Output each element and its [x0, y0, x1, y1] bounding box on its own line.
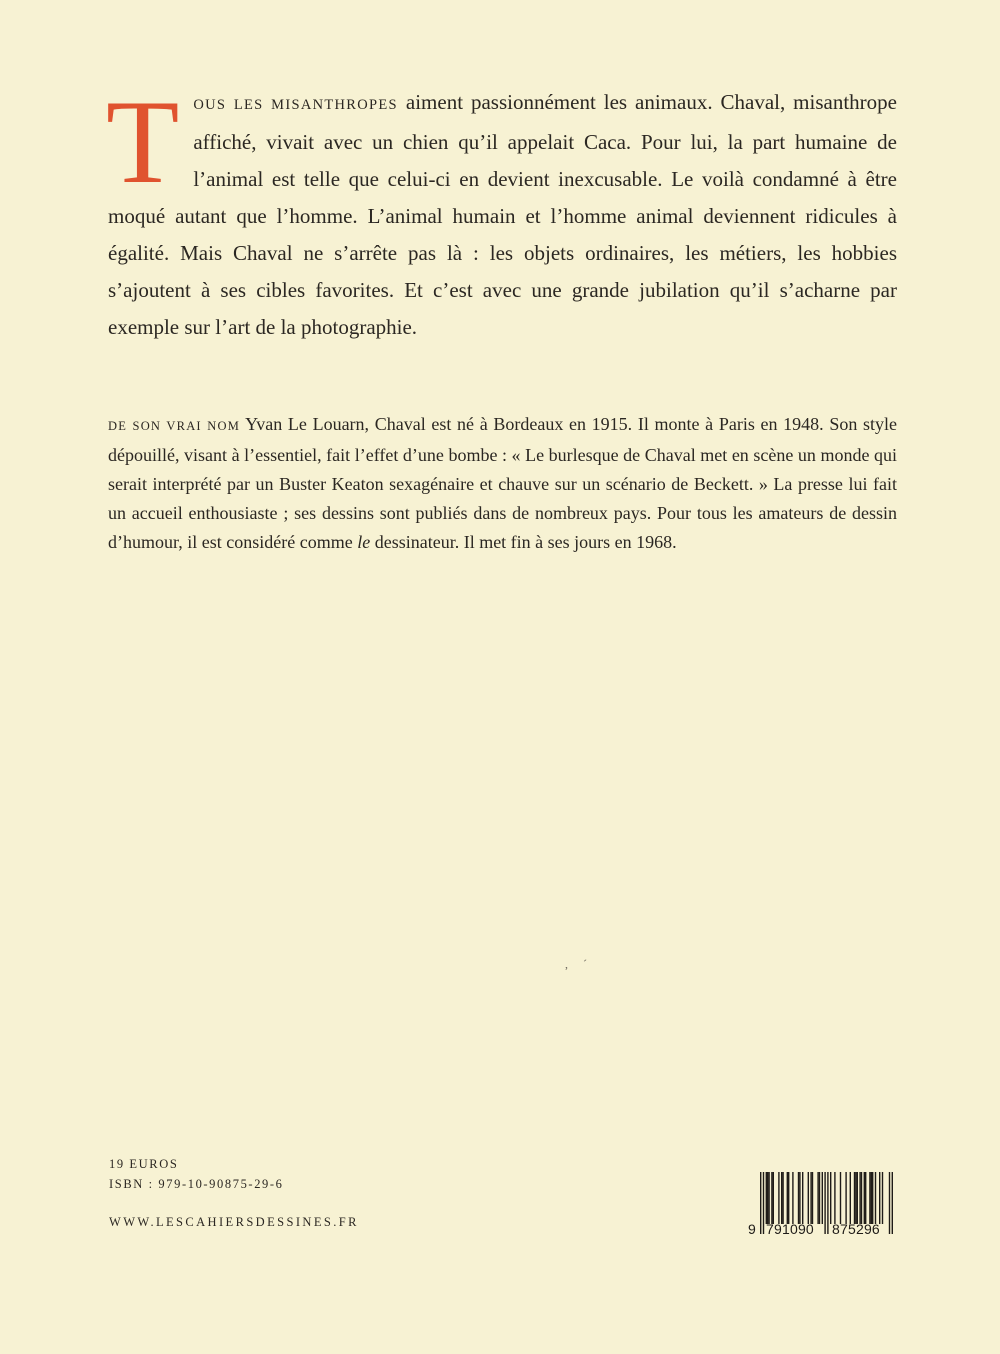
barcode-bar: [767, 1172, 768, 1224]
barcode-bar: [773, 1172, 774, 1224]
barcode-bar: [854, 1172, 855, 1224]
barcode-bar: [788, 1172, 789, 1224]
barcode-bar: [778, 1172, 779, 1224]
barcode-bar: [792, 1172, 793, 1224]
barcode-bar: [864, 1172, 865, 1224]
website-url: WWW.LESCAHIERSDESSINES.FR: [109, 1215, 359, 1229]
barcode-bar: [857, 1172, 858, 1224]
barcode-bar: [819, 1172, 820, 1224]
barcode-bar: [865, 1172, 866, 1224]
barcode-bar: [781, 1172, 782, 1224]
barcode-bar: [855, 1172, 856, 1224]
barcode-bar: [808, 1172, 809, 1224]
barcode-bar: [850, 1172, 851, 1224]
barcode-bar: [760, 1172, 761, 1234]
intro-paragraph: [106, 75, 897, 346]
barcode-bar: [875, 1172, 876, 1224]
stray-marks: , ´: [565, 957, 593, 971]
barcode-bar: [822, 1172, 823, 1224]
barcode-bar: [879, 1172, 880, 1224]
barcode-bar: [810, 1172, 811, 1224]
isbn-label: ISBN : 979-10-90875-29-6: [109, 1177, 284, 1191]
barcode-bar: [869, 1172, 870, 1224]
barcode-bar: [861, 1172, 862, 1224]
intro-lead-in: OUS LES MISANTHROPES: [193, 97, 398, 113]
barcode-bar: [824, 1172, 825, 1234]
barcode-bar: [871, 1172, 872, 1224]
barcode-bar: [872, 1172, 873, 1224]
barcode-bar: [812, 1172, 813, 1224]
barcode-bar: [840, 1172, 841, 1224]
barcode-bar: [859, 1172, 860, 1224]
barcode-bar: [830, 1172, 831, 1224]
barcode-bar: [889, 1172, 890, 1234]
barcode-bar: [834, 1172, 835, 1224]
drop-cap: T: [106, 75, 180, 208]
barcode-left-group: 791090: [766, 1221, 814, 1237]
barcode-bar: [882, 1172, 883, 1224]
biography-paragraph: [108, 410, 897, 557]
barcode-bar: [787, 1172, 788, 1224]
bio-lead-in: DE SON VRAI NOM: [108, 419, 241, 433]
barcode-right-group: 875296: [832, 1221, 880, 1237]
barcode-bar: [817, 1172, 818, 1224]
bio-text-before: Yvan Le Louarn, Chaval est né à Bordeaux en 1915. Il monte à Paris en 1948. Son style dépouillé, visant à l’essentiel, fait l’effet d’une bombe : « Le burlesque de Chaval met en scène un monde qui serait interprété par un Buster Keaton sexagénaire et chauve sur un scénario de Beckett. » La presse lui fait un accueil enthousiaste ; ses dessins sont publiés dans de nombreux pays. Pour tous les amateurs de dessin d’humour, il est considéré comme: [108, 414, 897, 552]
barcode-bar: [766, 1172, 767, 1224]
barcode-bar: [768, 1172, 769, 1224]
barcode-first-digit: 9: [748, 1221, 756, 1237]
barcode-bar: [799, 1172, 800, 1224]
barcode-bar: [763, 1172, 764, 1234]
barcode-bar: [845, 1172, 846, 1224]
barcode-bar: [802, 1172, 803, 1224]
price-label: 19 EUROS: [109, 1157, 179, 1171]
barcode-bar: [827, 1172, 828, 1234]
bio-text-after: dessinateur. Il met fin à ses jours en 1968.: [370, 532, 677, 552]
barcode-digits: [748, 1221, 880, 1285]
barcode-bar: [892, 1172, 893, 1234]
barcode-bar: [771, 1172, 772, 1224]
barcode-bar: [782, 1172, 783, 1224]
bio-emphasis: le: [357, 532, 371, 552]
intro-text: aiment passionnément les animaux. Chaval, misanthrope affiché, vivait avec un chien qu’il appelait Caca. Pour lui, la part humaine de l’animal est telle que celui-ci en devient inexcusable. Le voilà condamné à être moqué autant que l’homme. L’animal humain et l’homme animal deviennent ridicules à égalité. Mais Chaval ne s’arrête pas là : les objets ordinaires, les métiers, les hobbies s’ajoutent à ses cibles favorites. Et c’est avec une grande jubilation qu’il s’acharne par exemple sur l’art de la photographie.: [108, 90, 897, 339]
barcode-bar: [798, 1172, 799, 1224]
